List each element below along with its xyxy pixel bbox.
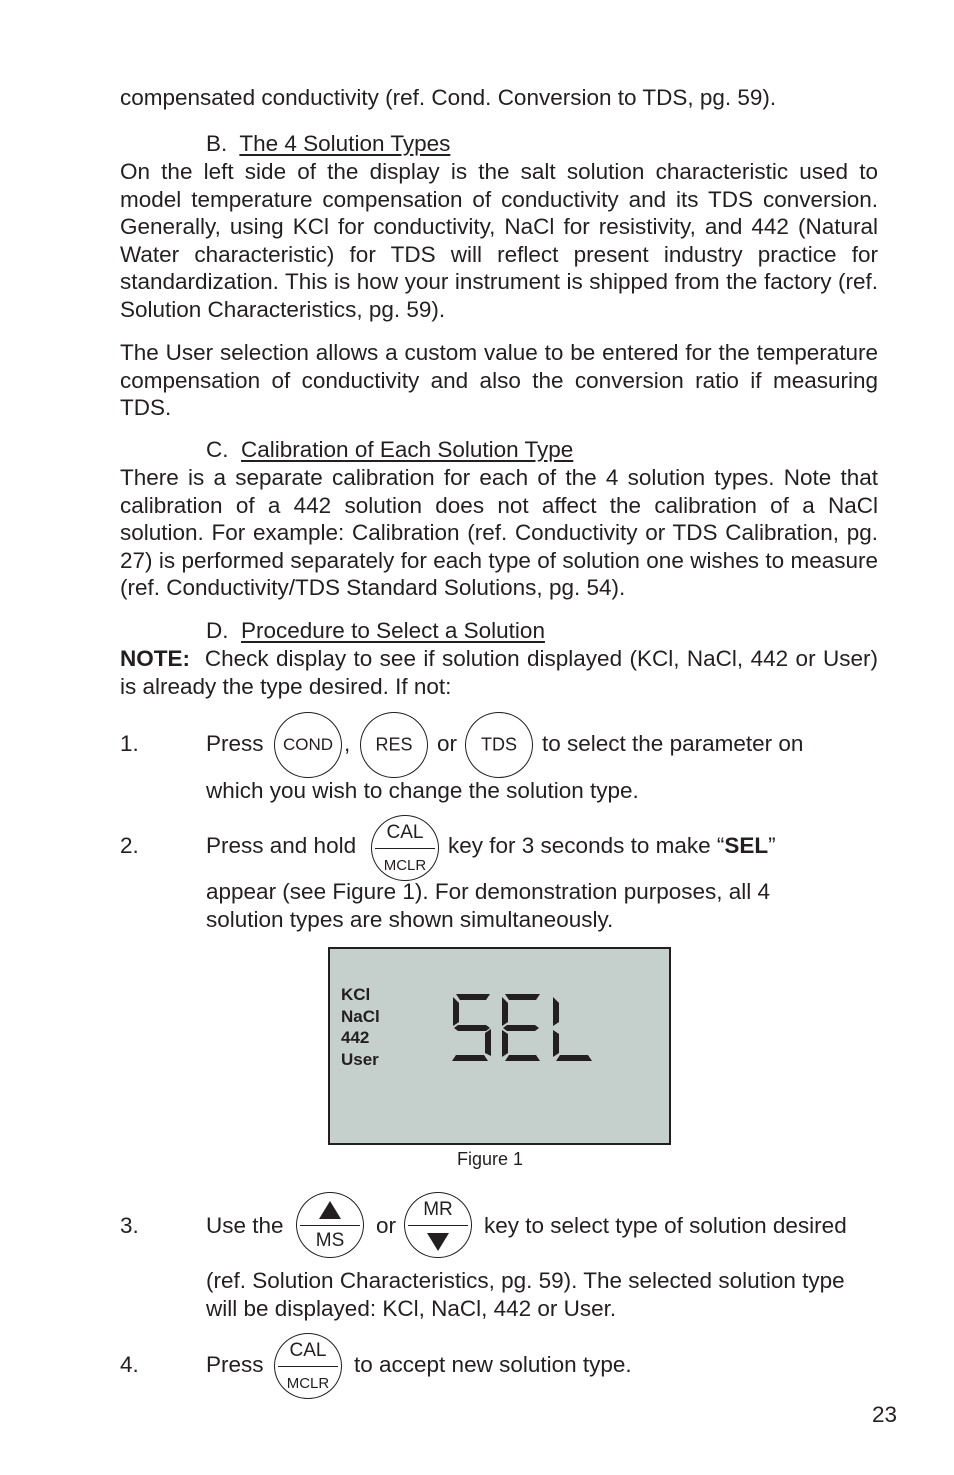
note-label: NOTE: <box>120 646 190 671</box>
step-1-post: to select the parameter on <box>542 731 804 756</box>
cond-key-label: COND <box>282 735 334 754</box>
tds-key-label: TDS <box>481 734 517 755</box>
step-2-bold: SEL <box>724 833 769 858</box>
section-d-letter: D. <box>206 618 229 643</box>
up-arrow-icon <box>318 1200 342 1220</box>
step-2-continuation: appear (see Figure 1). For demonstration purposes, all 4 solution types are shown simultaneously. <box>206 879 771 932</box>
solution-type-user: User <box>341 1049 379 1069</box>
step-1-or: or <box>437 731 458 756</box>
mr-key-label: MR <box>423 1199 453 1220</box>
solution-type-kcl: KCl <box>341 985 371 1004</box>
step-4-number: 4. <box>120 1352 139 1377</box>
down-arrow-icon <box>426 1232 450 1252</box>
section-b-letter: B. <box>206 131 228 156</box>
section-d-heading <box>206 617 545 645</box>
key-divider <box>408 1225 468 1226</box>
cal-key-top-label: CAL <box>289 1340 327 1361</box>
cond-key-icon <box>274 712 342 778</box>
tds-key-icon <box>465 712 533 778</box>
step-1-pre: Press <box>206 731 264 756</box>
section-b-title: The 4 Solution Types <box>239 131 451 156</box>
solution-type-nacl: NaCl <box>341 1006 380 1026</box>
step-3-number: 3. <box>120 1213 139 1238</box>
step-4-pre: Press <box>206 1352 264 1377</box>
key-divider <box>300 1225 360 1226</box>
page-number: 23 <box>872 1402 898 1427</box>
step-2-number: 2. <box>120 833 139 858</box>
cal-mclr-key-icon <box>274 1333 342 1399</box>
mclr-key-bottom-label: MCLR <box>286 1375 330 1392</box>
section-c-letter: C. <box>206 437 229 462</box>
res-key-icon <box>360 712 428 778</box>
cal-mclr-key-icon <box>371 815 439 881</box>
sel-segment-readout <box>450 991 600 1065</box>
step-4-post: to accept new solution type. <box>354 1352 632 1377</box>
res-key-label: RES <box>375 734 413 755</box>
key-divider <box>278 1366 338 1367</box>
section-d-title: Procedure to Select a Solution <box>241 618 545 643</box>
note-text: Check display to see if solution displayed (KCl, NaCl, 442 or User) is already the type desired. If not: <box>120 646 878 699</box>
lcd-display <box>328 947 671 1145</box>
step-1-continuation: which you wish to change the solution type. <box>206 778 639 803</box>
step-1-number: 1. <box>120 731 139 756</box>
ms-up-key-icon <box>296 1192 364 1258</box>
section-c-paragraph: There is a separate calibration for each of the 4 solution types. Note that calibration of a 442 solution does not affect the calibration of a NaCl solution. For example: Calibration (ref. Conductivity or TDS Calibration, pg. 27) is performed separately for each type of solution one wishes to measure (ref. Conductivity/TDS Standard Solutions, pg. 54). <box>120 465 878 600</box>
section-b-paragraph-2: The User selection allows a custom value to be entered for the temperature compensation of conductivity and also the conversion ratio if measuring TDS. <box>120 340 878 420</box>
step-3-post: key to select type of solution desired <box>484 1213 847 1238</box>
step-2-pre: Press and hold <box>206 833 357 858</box>
step-1-comma: , <box>344 731 351 756</box>
section-b-heading <box>206 130 450 158</box>
step-3-pre: Use the <box>206 1213 284 1238</box>
note-paragraph <box>120 645 878 700</box>
solution-type-list <box>341 984 380 1070</box>
mclr-key-bottom-label: MCLR <box>383 857 427 874</box>
ms-key-label: MS <box>315 1230 345 1251</box>
section-c-heading <box>206 436 573 464</box>
section-c-title: Calibration of Each Solution Type <box>241 437 574 462</box>
key-divider <box>375 848 435 849</box>
intro-line: compensated conductivity (ref. Cond. Conversion to TDS, pg. 59). <box>120 85 777 110</box>
cal-key-top-label: CAL <box>386 822 424 843</box>
section-b-paragraph-1: On the left side of the display is the salt solution characteristic used to model temperature compensation of conductivity and its TDS conversion. Generally, using KCl for conductivity, NaCl for resistivity, and 442 (Natural Water characteristic) for TDS will reflect present industry practice for standardization. This is how your instrument is shipped from the factory (ref. Solution Characteristics, pg. 59). <box>120 159 878 322</box>
solution-type-442: 442 <box>341 1028 370 1047</box>
mr-down-key-icon <box>404 1192 472 1258</box>
step-2-post-a: key for 3 seconds to make “ <box>448 833 725 858</box>
step-3-continuation: (ref. Solution Characteristics, pg. 59). The selected solution type will be displayed: KCl, NaCl, 442 or User. <box>206 1268 845 1321</box>
figure-caption: Figure 1 <box>457 1149 524 1169</box>
step-2-post-b: ” <box>768 833 776 858</box>
step-3-or: or <box>376 1213 397 1238</box>
step-2-post <box>448 832 776 860</box>
